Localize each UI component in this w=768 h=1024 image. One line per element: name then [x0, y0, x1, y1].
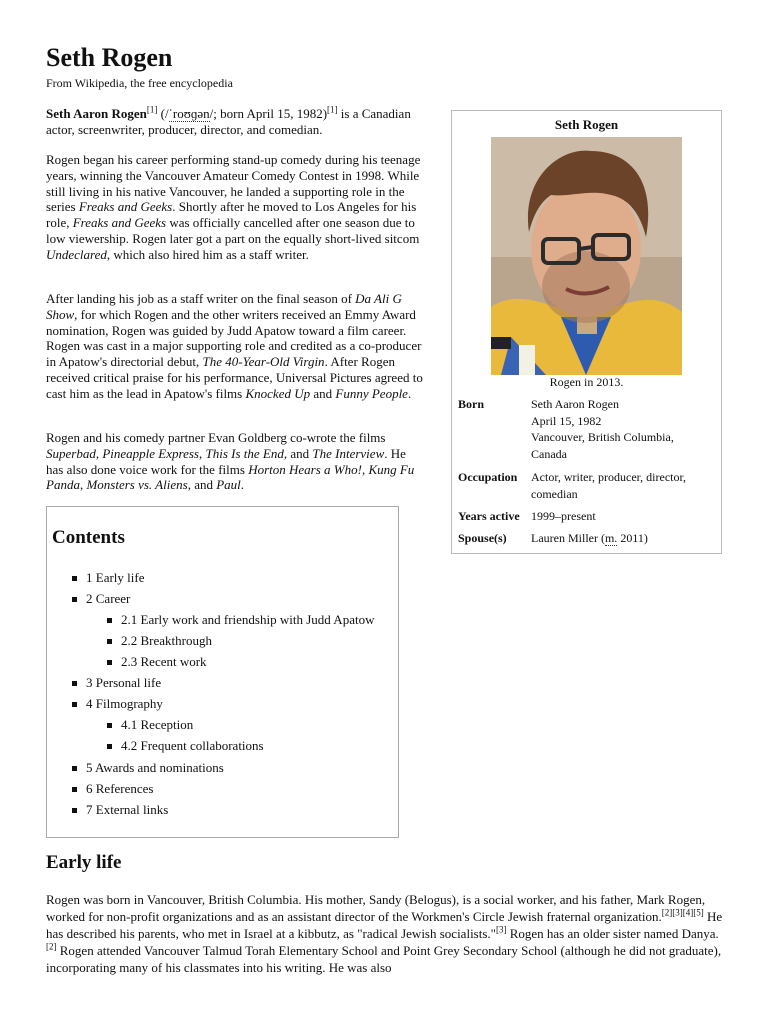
toc-item-personal-life[interactable]: 3 Personal life [86, 675, 162, 690]
article-subject: Seth Aaron Rogen [46, 106, 147, 121]
filmography-paragraph: Rogen and his comedy partner Evan Goldberg co-wrote the films Superbad, Pineapple Express, This Is the End, and The Interview. He has also done voice work for the films Horton Hears a Who!, Kung Fu Panda, Monsters vs. Aliens, and Paul. [46, 430, 415, 493]
reference-link[interactable]: [2][3][4][5] [661, 907, 704, 918]
occupation-value: Actor, writer, producer, director, comedian [531, 470, 687, 501]
toc-item-early-life[interactable]: 1 Early life [86, 570, 145, 585]
years-active-label: Years active [458, 509, 520, 523]
born-label: Born [458, 397, 485, 411]
page-title: Seth Rogen [46, 43, 173, 72]
early-life-paragraph: Rogen was born in Vancouver, British Columbia. His mother, Sandy (Belogus), is a social worker, and his father, Mark Rogen, worked for non-profit organizations and as an assistant director of the Workmen's Circle Jewish fraternal organization.[2][3][4][5] He has described his parents, who met in Israel at a kibbutz, as "radical Jewish socialists."[3] Rogen has an older sister named Danya.[2] Rogen attended Vancouver Talmud Torah Elementary School and Point Grey Secondary School (although he did not graduate), incorporating many of his classmates into his writing. He was also [46, 892, 723, 975]
toc-item-collaborations[interactable]: 4.2 Frequent collaborations [121, 738, 264, 753]
portrait-photo[interactable] [491, 137, 682, 375]
apatow-paragraph: After landing his job as a staff writer on the final season of Da Ali G Show, for which Rogen and the other writers received an Emmy Award nomination, Rogen was guided by Judd Apatow toward a film career. Rogen was cast in a major supporting role and credited as a co-producer in Apatow's directorial debut, The 40-Year-Old Virgin. After Rogen received critical praise for his performance, Universal Pictures agreed to cast him as the lead in Apatow's films Knocked Up and Funny People. [46, 291, 423, 401]
spouse-label: Spouse(s) [458, 531, 507, 545]
toc-item-breakthrough[interactable]: 2.2 Breakthrough [121, 633, 212, 648]
infobox-title: Seth Rogen [554, 117, 619, 132]
toc-item-awards[interactable]: 5 Awards and nominations [86, 760, 224, 775]
photo-caption: Rogen in 2013. [549, 375, 624, 389]
career-summary-paragraph: Rogen began his career performing stand-up comedy during his teenage years, winning the Vancouver Amateur Comedy Contest in 1998. While still living in his native Vancouver, he landed a supporting role in the series Freaks and Geeks. Shortly after he moved to Los Angeles for his role, Freaks and Geeks was officially cancelled after one season due to low viewership. Rogen later got a part on the equally short-lived sitcom Undeclared, which also hired him as a staff writer. [46, 152, 421, 262]
born-value: Seth Aaron Rogen April 15, 1982 Vancouver, British Columbia, Canada [531, 397, 674, 461]
reference-link[interactable]: [2] [46, 941, 57, 952]
portrait-image [491, 137, 682, 375]
toc-item-reception[interactable]: 4.1 Reception [121, 717, 194, 732]
toc-item-early-work[interactable]: 2.1 Early work and friendship with Judd Apatow [121, 612, 375, 627]
spouse-value: Lauren Miller (m. 2011) [531, 531, 648, 545]
intro-paragraph: Seth Aaron Rogen[1] (/ˈroʊɡən/; born April 15, 1982)[1] is a Canadian actor, screenwriter, producer, director, and comedian. [46, 104, 411, 137]
section-heading-early-life: Early life [46, 852, 122, 873]
infobox [451, 110, 722, 554]
occupation-label: Occupation [458, 470, 518, 484]
reference-link[interactable]: [1] [327, 104, 338, 115]
married-abbr[interactable]: m. [604, 531, 618, 545]
toc-item-external-links[interactable]: 7 External links [86, 802, 169, 817]
reference-link[interactable]: [3] [495, 924, 507, 935]
toc-item-career[interactable]: 2 Career [86, 591, 131, 606]
toc-item-filmography[interactable]: 4 Filmography [86, 696, 163, 711]
tagline: From Wikipedia, the free encyclopedia [46, 76, 233, 90]
years-active-value: 1999–present [531, 509, 596, 523]
table-of-contents [46, 506, 399, 838]
pronunciation-link[interactable]: ˈroʊɡən [168, 106, 210, 121]
toc-item-recent-work[interactable]: 2.3 Recent work [121, 654, 207, 669]
reference-link[interactable]: [1] [146, 104, 158, 115]
toc-title: Contents [52, 527, 125, 548]
toc-item-references[interactable]: 6 References [86, 781, 154, 796]
